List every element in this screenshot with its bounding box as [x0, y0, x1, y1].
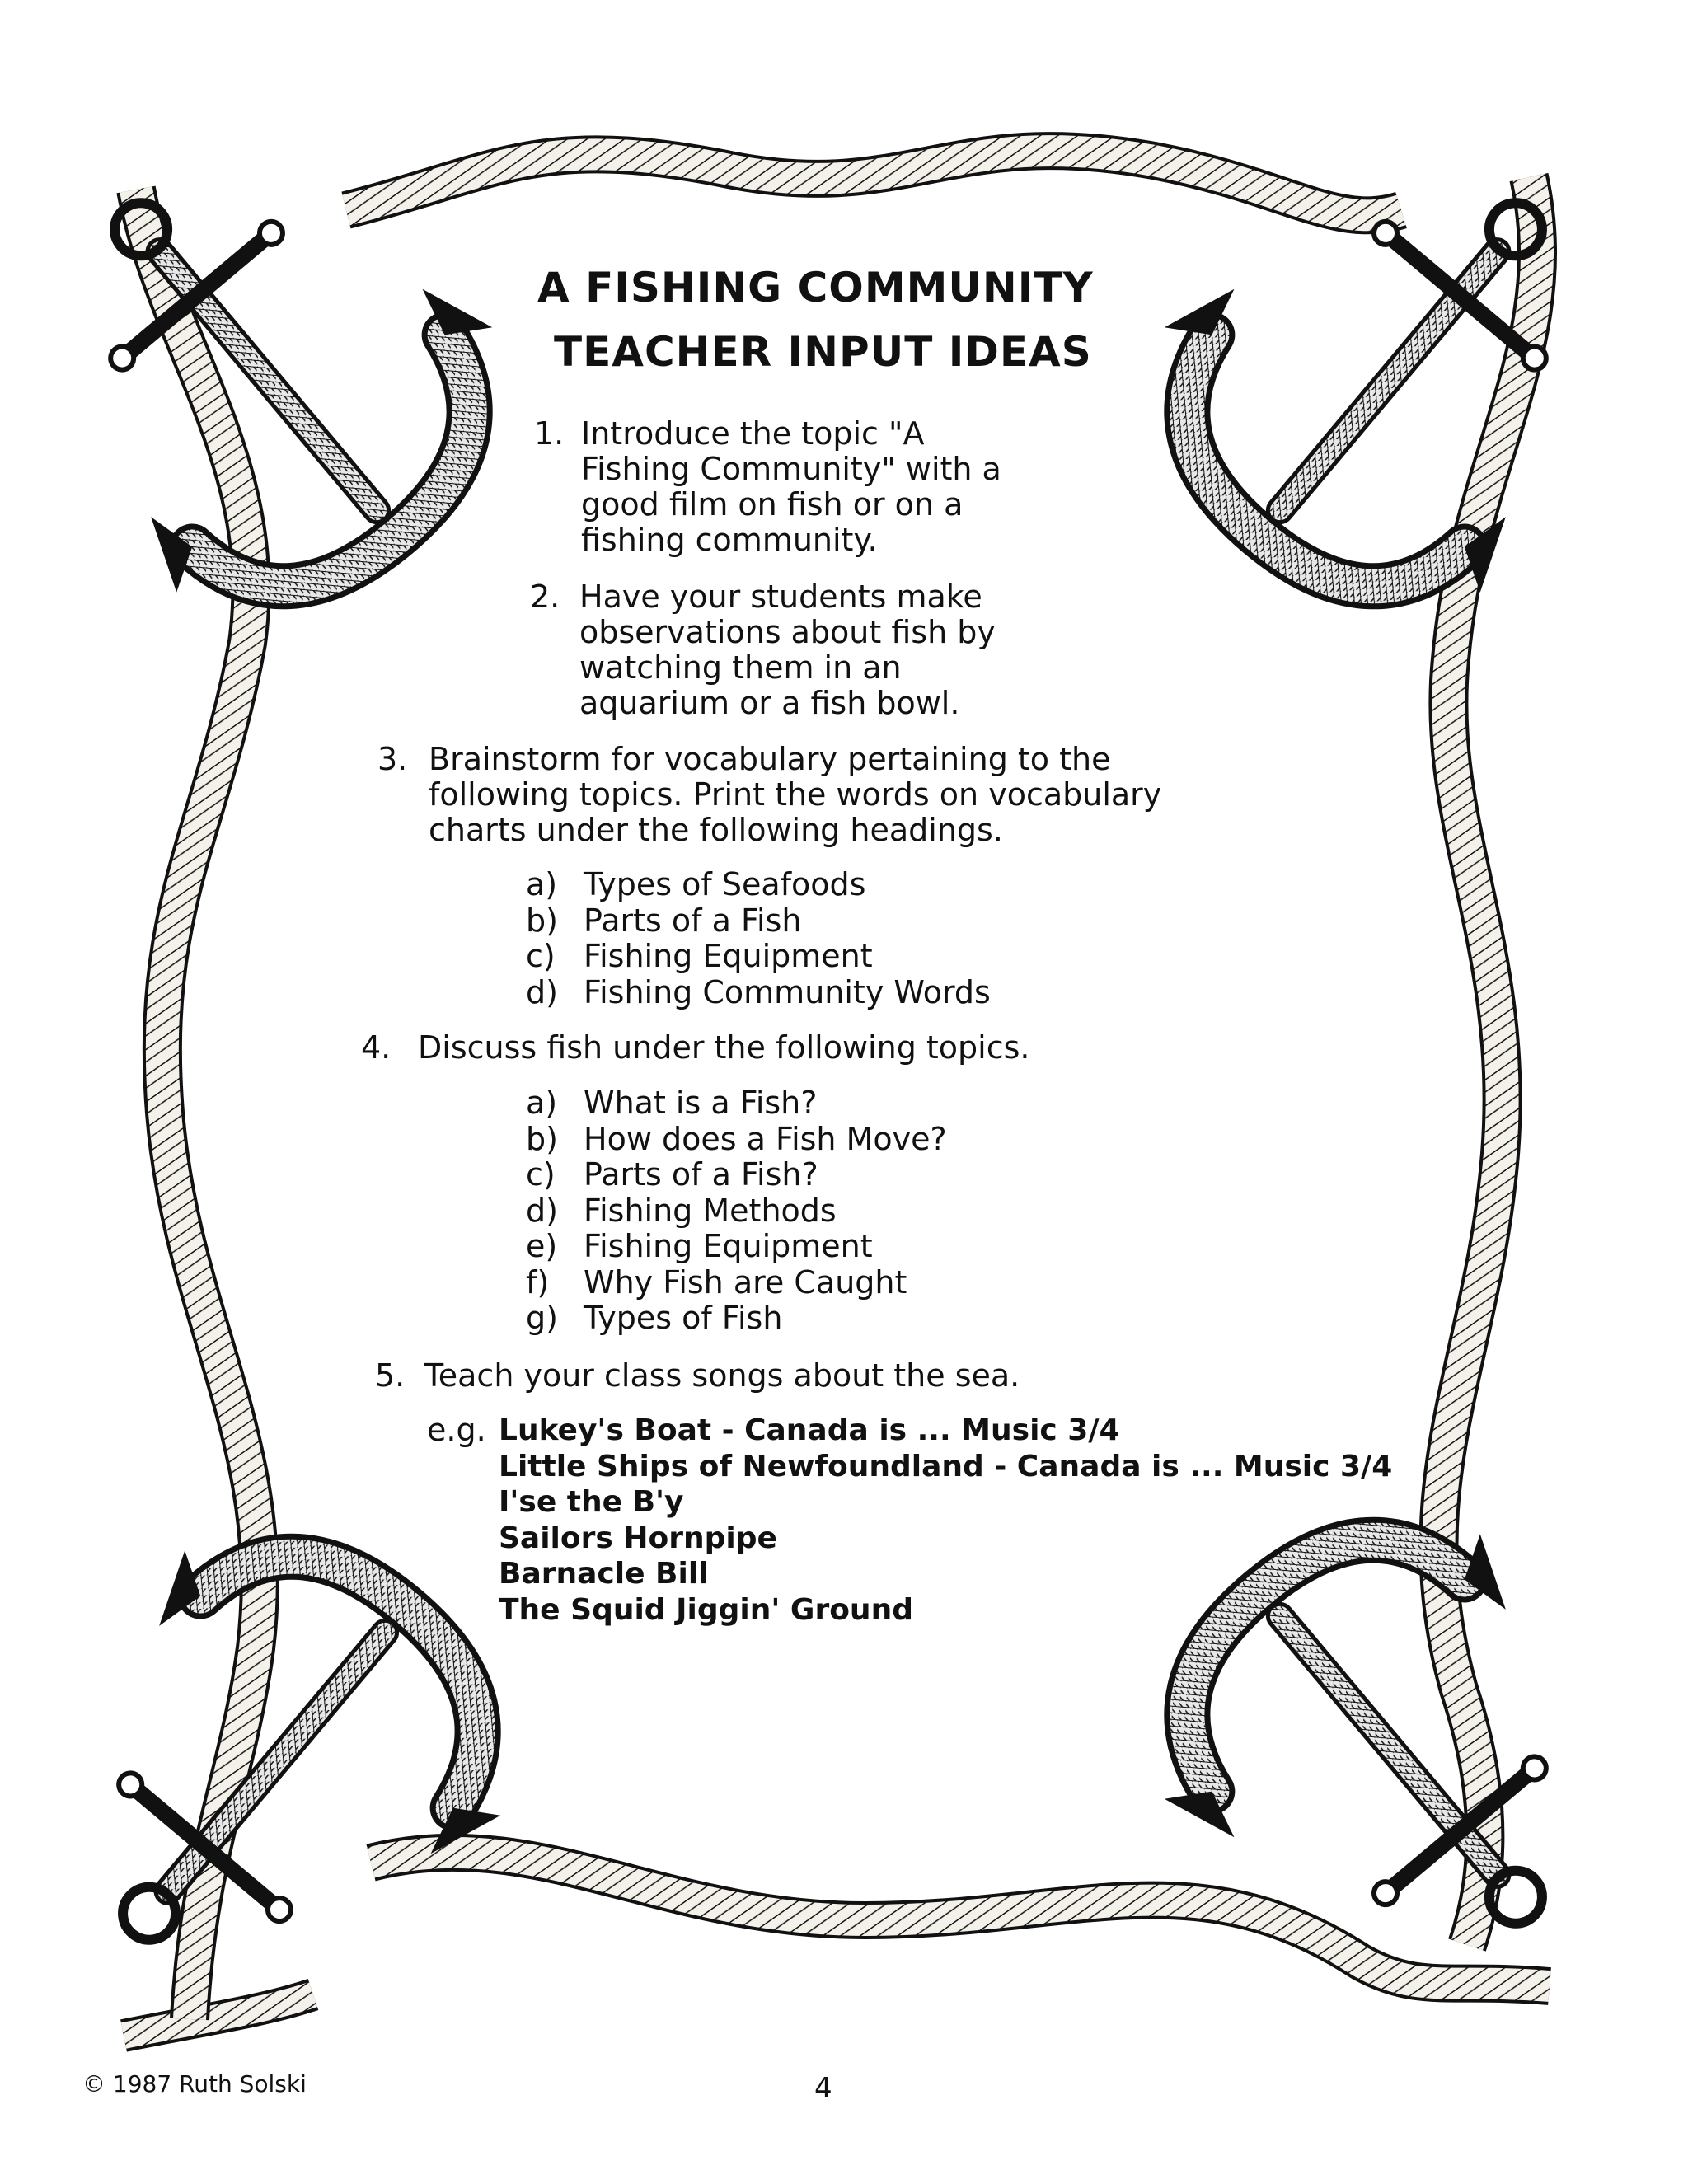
item-4-text: Discuss fish under the following topics. — [418, 1029, 1030, 1066]
page-subtitle: TEACHER INPUT IDEAS — [554, 328, 1092, 376]
item-2-text: Have your students make observations about fish by watching them in an aquarium or a fish bowl. — [579, 579, 996, 721]
item-4-subtopics — [526, 1085, 947, 1337]
list-item: a) Types of Seafoods — [526, 866, 866, 902]
list-item: e) Fishing Equipment — [526, 1228, 873, 1264]
list-item: f) Why Fish are Caught — [526, 1263, 907, 1301]
item-4-number: 4. — [361, 1029, 392, 1066]
copyright: © 1987 Ruth Solski — [82, 2070, 307, 2097]
page-title: A FISHING COMMUNITY — [537, 264, 1094, 312]
list-item: a) What is a Fish? — [526, 1085, 818, 1121]
item-5-text: Teach your class songs about the sea. — [424, 1357, 1020, 1394]
item-2-number: 2. — [530, 579, 560, 615]
item-3-text: Brainstorm for vocabulary pertaining to the following topics. Print the words on vocabulary charts under the following headings. — [429, 741, 1162, 848]
item-1-number: 1. — [534, 415, 565, 452]
item-3-number: 3. — [377, 741, 408, 777]
list-item: c) Fishing Equipment — [526, 938, 873, 974]
list-item: Lukey's Boat - Canada is ... Music 3/4 — [499, 1413, 1120, 1447]
list-item: Sailors Hornpipe — [499, 1521, 777, 1555]
list-item: c) Parts of a Fish? — [526, 1156, 818, 1193]
list-item: Barnacle Bill — [499, 1557, 709, 1591]
item-5-number: 5. — [375, 1357, 406, 1394]
item-1-text: Introduce the topic "A Fishing Community" with a good film on fish or on a fishing community. — [581, 415, 1001, 558]
list-item: I'se the B'y — [499, 1485, 684, 1519]
list-item: b) How does a Fish Move? — [526, 1120, 947, 1157]
songs-list — [499, 1413, 1392, 1628]
list-item: d) Fishing Methods — [526, 1192, 837, 1229]
page-number: 4 — [814, 2072, 832, 2105]
list-item: d) Fishing Community Words — [526, 973, 991, 1010]
list-item: Little Ships of Newfoundland - Canada is ... Music 3/4 — [499, 1449, 1393, 1483]
songs-prefix: e.g. — [427, 1412, 486, 1448]
list-item: b) Parts of a Fish — [526, 902, 802, 939]
anchor-bottom-left — [0, 1474, 564, 2065]
list-item: The Squid Jiggin' Ground — [499, 1592, 913, 1627]
list-item: g) Types of Fish — [526, 1300, 783, 1336]
item-3-subtopics — [526, 867, 991, 1010]
